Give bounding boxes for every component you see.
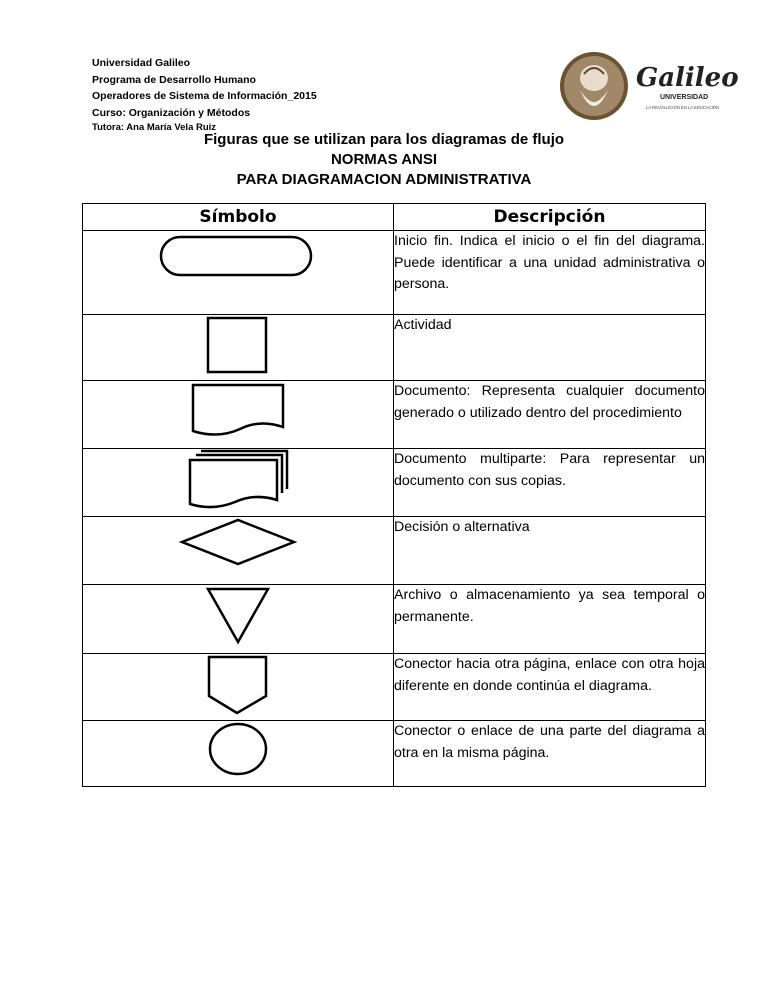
terminal-icon: [158, 231, 318, 281]
symbol-cell: [83, 381, 394, 449]
table-row: [83, 585, 706, 654]
description-cell: Inicio fin. Indica el inicio o el fin del diagrama. Puede identificar a una unidad administrativa o persona.: [394, 231, 706, 315]
description-cell: Documento: Representa cualquier documento generado o utilizado dentro del procedimiento: [394, 381, 706, 449]
table-row: [83, 315, 706, 381]
symbol-cell: [83, 585, 394, 654]
table-header-row: [83, 204, 706, 231]
symbol-cell: [83, 721, 394, 787]
description-cell: Conector o enlace de una parte del diagrama a otra en la misma página.: [394, 721, 706, 787]
galileo-logo-graphic: [560, 50, 739, 122]
logo-subtext: UNIVERSIDAD: [660, 94, 709, 101]
activity-icon: [205, 315, 271, 375]
title-main: Figuras que se utilizan para los diagramas de flujo: [203, 131, 565, 148]
header-course: Curso: Organización y Métodos: [92, 106, 251, 119]
table-row: [83, 654, 706, 721]
description-cell: Conector hacia otra página, enlace con otra hoja diferente en donde continúa el diagrama.: [394, 654, 706, 721]
symbol-cell: [83, 231, 394, 315]
decision-icon: [178, 517, 298, 567]
title-subtitle: PARA DIAGRAMACION ADMINISTRATIVA: [236, 171, 532, 188]
description-cell: Actividad: [394, 315, 706, 381]
description-cell: Documento multiparte: Para representar un documento con sus copias.: [394, 449, 706, 517]
table-row: [83, 721, 706, 787]
title-standard: NORMAS ANSI: [330, 151, 438, 168]
symbol-cell: [83, 449, 394, 517]
header-program: Programa de Desarrollo Humano: [92, 73, 256, 86]
header-description: Descripción: [394, 204, 706, 231]
header-symbol: Símbolo: [83, 204, 394, 231]
logo-tagline: LA REVOLUCIÓN EN LA EDUCACIÓN: [646, 105, 720, 110]
multi-document-icon: [185, 449, 291, 513]
description-cell: Archivo o almacenamiento ya sea temporal o permanente.: [394, 585, 706, 654]
symbol-cell: [83, 315, 394, 381]
galileo-logo: [560, 50, 739, 122]
table-row: [83, 449, 706, 517]
table-row: [83, 231, 706, 315]
symbol-cell: [83, 654, 394, 721]
header-university: Universidad Galileo: [92, 57, 191, 69]
header-operators: Operadores de Sistema de Información_2015: [92, 90, 317, 102]
description-cell: Decisión o alternativa: [394, 517, 706, 585]
logo-wordmark: Galileo: [636, 63, 739, 93]
table-row: [83, 517, 706, 585]
archive-icon: [205, 585, 271, 645]
offpage-connector-icon: [206, 654, 270, 716]
header-block: [92, 55, 317, 134]
table-row: [83, 381, 706, 449]
symbols-table: [82, 203, 706, 787]
header-tutor: Tutora: Ana María Vela Ruiz: [92, 122, 217, 133]
document-icon: [188, 381, 288, 441]
connector-icon: [206, 721, 270, 777]
symbol-cell: [83, 517, 394, 585]
title-block: [0, 130, 768, 190]
